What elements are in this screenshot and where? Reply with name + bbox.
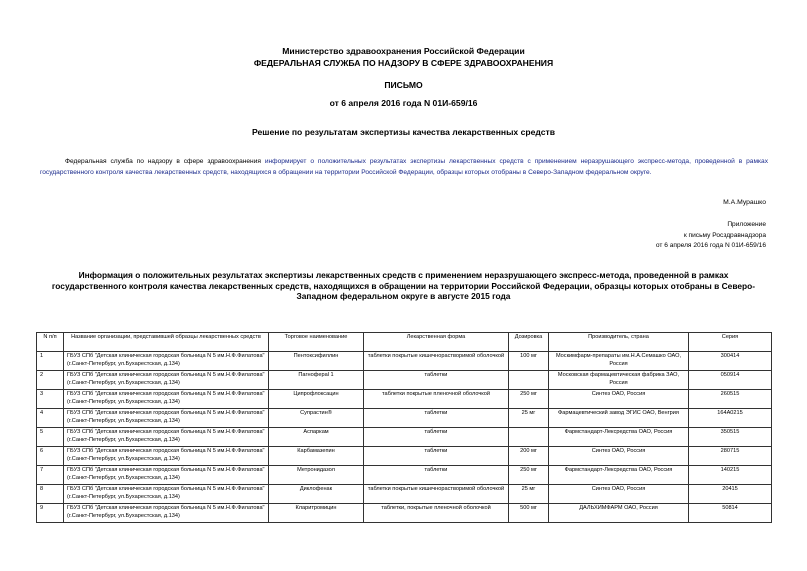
ministry-name: Министерство здравоохранения Российской Федерации — [282, 46, 525, 56]
cell-col-organization: ГБУЗ СПб "Детская клиническая городская больница N 5 им.Н.Ф.Филатова" (г.Санкт-Петербург, ул.Бухарестская, д.134) — [64, 504, 269, 523]
cell-col-form: таблетки, покрытые пленочной оболочкой — [364, 504, 509, 523]
cell-col-manufacturer: Фармстандарт-Лексредства ОАО, Россия — [549, 466, 689, 485]
cell-col-form: таблетки покрытые кишечнорастворимой оболочкой — [364, 352, 509, 371]
appendix-line-2: к письму Росздравнадзора — [683, 231, 766, 239]
cell-col-number: 7 — [37, 466, 64, 485]
cell-col-form: таблетки — [364, 466, 509, 485]
header-col-series: Серия — [689, 333, 772, 352]
cell-col-form: таблетки — [364, 447, 509, 466]
cell-col-manufacturer: Синтез ОАО, Россия — [549, 447, 689, 466]
header-col-manufacturer: Производитель, страна — [549, 333, 689, 352]
document-date-number: от 6 апреля 2016 года N 01И-659/16 — [329, 98, 478, 108]
table-body — [37, 352, 772, 523]
cell-col-series: 050914 — [689, 371, 772, 390]
info-title: Информация о положительных результатах экспертизы лекарственных средств с применением неразрушающего экспресс-метода, проведенной в рамках государственного контроля качества лекарственных средств, находящихся в обращении на территории Российской Федерации, образцы которых отобраны в Северо-Западном федеральном округе в августе 2015 года — [51, 270, 756, 301]
cell-col-dosage: 500 мг — [509, 504, 549, 523]
cell-col-number: 2 — [37, 371, 64, 390]
cell-col-manufacturer: Фармацевтический завод ЭГИС ОАО, Венгрия — [549, 409, 689, 428]
cell-col-organization: ГБУЗ СПб "Детская клиническая городская больница N 5 им.Н.Ф.Филатова" (г.Санкт-Петербург, ул.Бухарестская, д.134) — [64, 447, 269, 466]
cell-col-series: 140215 — [689, 466, 772, 485]
cell-col-organization: ГБУЗ СПб "Детская клиническая городская больница N 5 им.Н.Ф.Филатова" (г.Санкт-Петербург, ул.Бухарестская, д.134) — [64, 485, 269, 504]
cell-col-organization: ГБУЗ СПб "Детская клиническая городская больница N 5 им.Н.Ф.Филатова" (г.Санкт-Петербург, ул.Бухарестская, д.134) — [64, 352, 269, 371]
table-row — [37, 371, 772, 390]
table-row — [37, 504, 772, 523]
cell-col-manufacturer: Синтез ОАО, Россия — [549, 485, 689, 504]
appendix-line-1: Приложение — [727, 221, 766, 228]
cell-col-dosage: 200 мг — [509, 447, 549, 466]
cell-col-number: 5 — [37, 428, 64, 447]
table-row — [37, 390, 772, 409]
table-row — [37, 447, 772, 466]
document-type: ПИСЬМО — [384, 80, 423, 90]
intro-text: Федеральная служба по надзору в сфере здравоохранения — [65, 158, 265, 165]
cell-col-form: таблетки — [364, 371, 509, 390]
cell-col-series: 260515 — [689, 390, 772, 409]
cell-col-number: 1 — [37, 352, 64, 371]
cell-col-organization: ГБУЗ СПб "Детская клиническая городская больница N 5 им.Н.Ф.Филатова" (г.Санкт-Петербург, ул.Бухарестская, д.134) — [64, 409, 269, 428]
header-col-dosage: Дозировка — [509, 333, 549, 352]
cell-col-organization: ГБУЗ СПб "Детская клиническая городская больница N 5 им.Н.Ф.Филатова" (г.Санкт-Петербург, ул.Бухарестская, д.134) — [64, 390, 269, 409]
cell-col-organization: ГБУЗ СПб "Детская клиническая городская больница N 5 им.Н.Ф.Филатова" (г.Санкт-Петербург, ул.Бухарестская, д.134) — [64, 371, 269, 390]
table-row — [37, 352, 772, 371]
cell-col-number: 6 — [37, 447, 64, 466]
intro-link[interactable]: информирует о положительных результатах экспертизы лекарственных средств с применением неразрушающего экспресс-метода, проведенной в рамках государственного контроля качества лекарственных средств, находящихся в обращении на территории Российской Федерации, образцы которых отобраны в Северо-Западном федеральном округе. — [40, 158, 768, 176]
signature: М.А.Мурашко — [723, 199, 766, 206]
cell-col-form: таблетки покрытые кишечнорастворимой оболочкой — [364, 485, 509, 504]
cell-col-organization: ГБУЗ СПб "Детская клиническая городская больница N 5 им.Н.Ф.Филатова" (г.Санкт-Петербург, ул.Бухарестская, д.134) — [64, 428, 269, 447]
appendix-block — [656, 220, 766, 252]
header-col-form: Лекарственная форма — [364, 333, 509, 352]
cell-col-series: 280715 — [689, 447, 772, 466]
cell-col-manufacturer: Фармстандарт-Лексредства ОАО, Россия — [549, 428, 689, 447]
cell-col-form: таблетки — [364, 428, 509, 447]
cell-col-trade-name: Аспаркам — [269, 428, 364, 447]
cell-col-series: 350515 — [689, 428, 772, 447]
cell-col-number: 3 — [37, 390, 64, 409]
cell-col-series: 50814 — [689, 504, 772, 523]
header-col-number: N п/п — [37, 333, 64, 352]
cell-col-trade-name: Ципрофлоксацин — [269, 390, 364, 409]
appendix-line-3: от 6 апреля 2016 года N 01И-659/16 — [655, 242, 766, 249]
table-row — [37, 428, 772, 447]
cell-col-dosage: 25 мг — [509, 485, 549, 504]
intro-paragraph — [40, 156, 768, 178]
cell-col-dosage: 100 мг — [509, 352, 549, 371]
header-col-trade-name: Торговое наименование — [269, 333, 364, 352]
cell-col-manufacturer: ДАЛЬХИМФАРМ ОАО, Россия — [549, 504, 689, 523]
cell-col-trade-name: Пентоксифиллин — [269, 352, 364, 371]
cell-col-manufacturer: Москимфарм-препараты им.Н.А.Семашко ОАО, Россия — [549, 352, 689, 371]
cell-col-form: таблетки покрытые пленочной оболочкой — [364, 390, 509, 409]
table-header-row — [37, 333, 772, 352]
cell-col-manufacturer: Московская фармацевтическая фабрика ЗАО, Россия — [549, 371, 689, 390]
cell-col-dosage — [509, 428, 549, 447]
cell-col-dosage: 250 мг — [509, 390, 549, 409]
cell-col-trade-name: Карбамазепин — [269, 447, 364, 466]
cell-col-trade-name: Кларитромицин — [269, 504, 364, 523]
cell-col-number: 9 — [37, 504, 64, 523]
cell-col-series: 164А0215 — [689, 409, 772, 428]
cell-col-form: таблетки — [364, 409, 509, 428]
cell-col-trade-name: Диклофенак — [269, 485, 364, 504]
cell-col-trade-name: Пагнофераl 1 — [269, 371, 364, 390]
results-table — [36, 332, 772, 523]
cell-col-number: 8 — [37, 485, 64, 504]
cell-col-number: 4 — [37, 409, 64, 428]
service-name: ФЕДЕРАЛЬНАЯ СЛУЖБА ПО НАДЗОРУ В СФЕРЕ ЗДРАВООХРАНЕНИЯ — [253, 58, 554, 68]
table-row — [37, 409, 772, 428]
header-col-organization: Название организации, представившей образцы лекарственных средств — [64, 333, 269, 352]
table-row — [37, 485, 772, 504]
cell-col-dosage — [509, 371, 549, 390]
cell-col-series: 300414 — [689, 352, 772, 371]
cell-col-trade-name: Метронидазол — [269, 466, 364, 485]
cell-col-trade-name: Супрастин® — [269, 409, 364, 428]
cell-col-dosage: 250 мг — [509, 466, 549, 485]
cell-col-organization: ГБУЗ СПб "Детская клиническая городская больница N 5 им.Н.Ф.Филатова" (г.Санкт-Петербург, ул.Бухарестская, д.134) — [64, 466, 269, 485]
table-row — [37, 466, 772, 485]
document-subject: Решение по результатам экспертизы качества лекарственных средств — [251, 127, 556, 137]
cell-col-manufacturer: Синтез ОАО, Россия — [549, 390, 689, 409]
cell-col-series: 20415 — [689, 485, 772, 504]
cell-col-dosage: 25 мг — [509, 409, 549, 428]
